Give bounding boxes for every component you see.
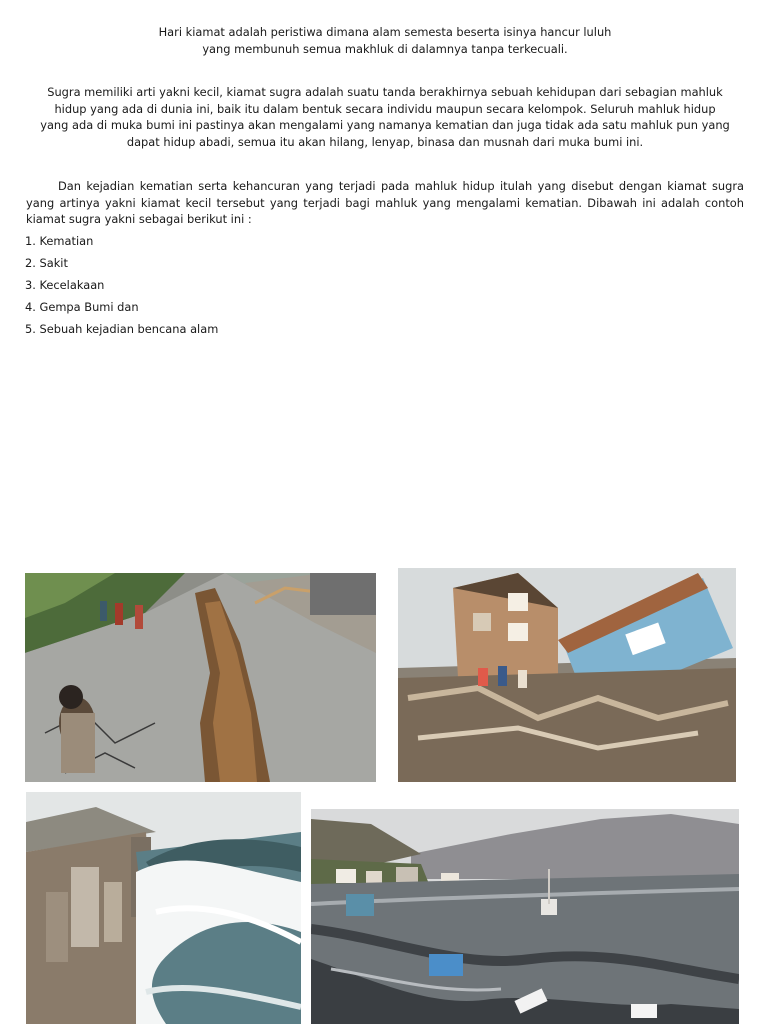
tsunami-flood-photo: [311, 809, 739, 1024]
examples-intro-paragraph: Dan kejadian kematian serta kehancuran yang terjadi pada mahluk hidup itulah yang disebut dengan kiamat sugra yang artinya yakni kiamat kecil tersebut yang terjadi bagi mahluk yang mengalami kematian. Dibawah ini adalah contoh kiamat sugra yakni sebagai berikut ini :: [26, 179, 744, 226]
intro-paragraph: Hari kiamat adalah peristiwa dimana alam semesta beserta isinya hancur luluh yang membunuh semua makhluk di dalamnya tanpa terkecuali.: [158, 25, 612, 56]
sugra-paragraph: Sugra memiliki arti yakni kecil, kiamat sugra adalah suatu tanda berakhirnya sebuah kehidupan dari sebagian mahluk hidup yang ada di dunia ini, baik itu dalam bentuk secara individu maupun secara kelompok. Seluruh mahluk hidup yang ada di muka bumi ini pastinya akan mengalami yang namanya kematian dan juga tidak ada satu mahluk pun yang dapat hidup abadi, semua itu akan hilang, lenyap, binasa dan musnah dari muka bumi ini.: [40, 85, 730, 149]
list-item: 4. Gempa Bumi dan: [25, 300, 139, 314]
examples-list: [25, 233, 218, 343]
list-item: 3. Kecelakaan: [25, 278, 105, 292]
earthquake-road-photo: [25, 573, 376, 782]
destroyed-houses-photo: [398, 568, 736, 782]
list-item: 1. Kematian: [25, 234, 94, 248]
list-item: 5. Sebuah kejadian bencana alam: [25, 322, 219, 336]
tsunami-city-photo: [26, 792, 301, 1024]
list-item: 2. Sakit: [25, 256, 68, 270]
